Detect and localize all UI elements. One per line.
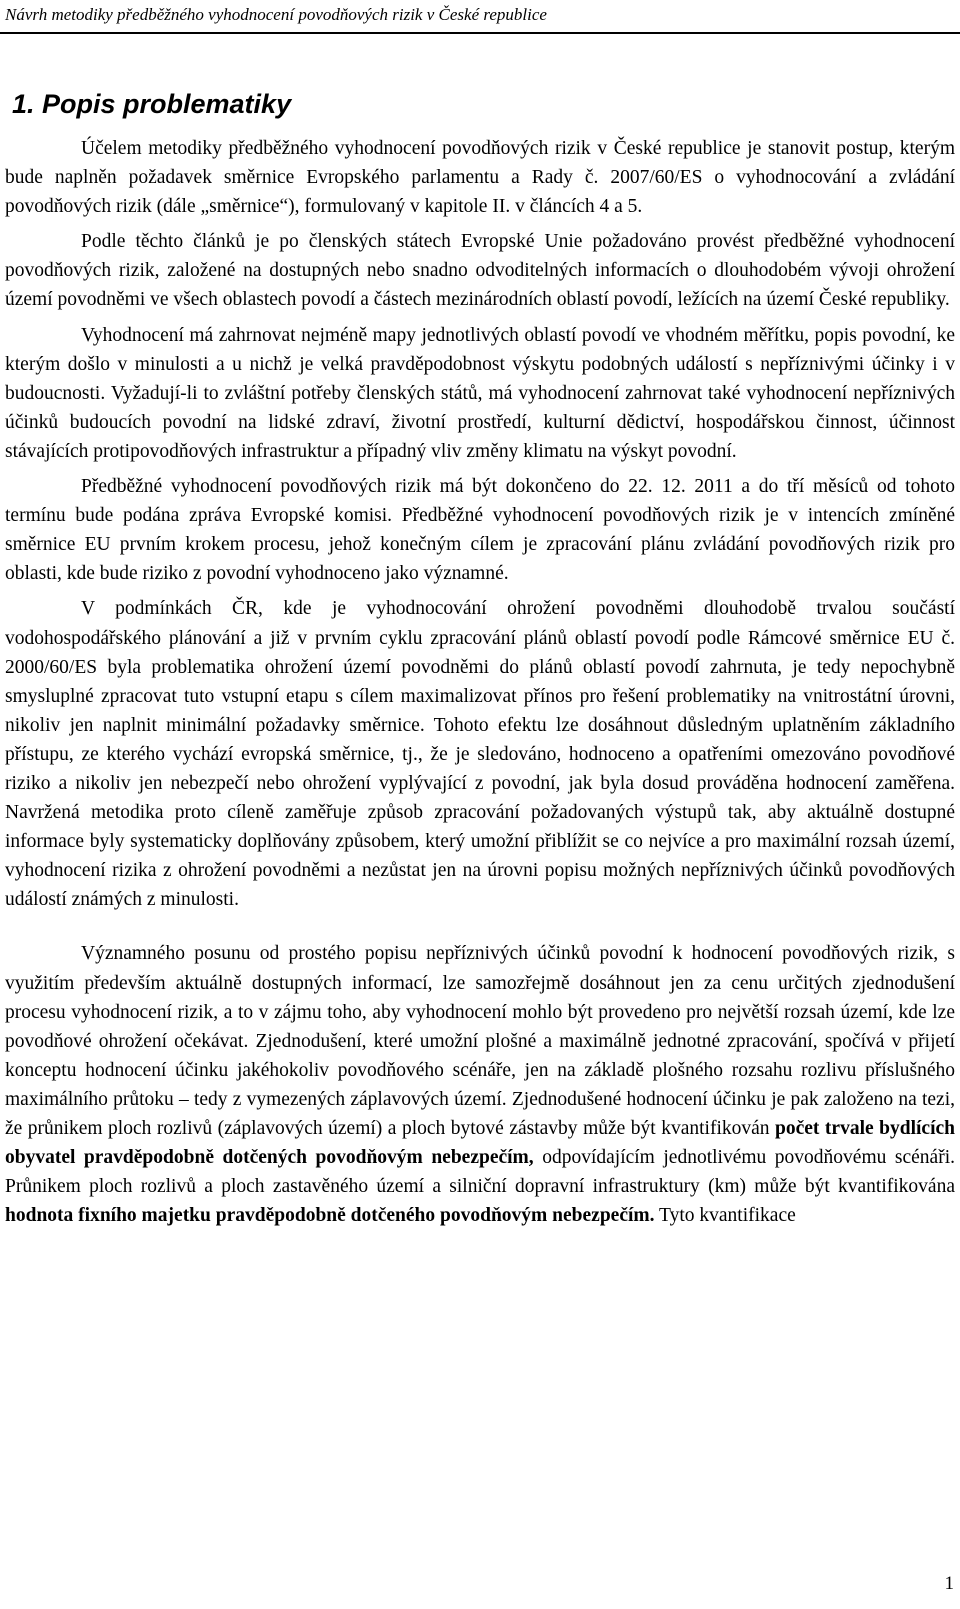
running-header: Návrh metodiky předběžného vyhodnocení povodňových rizik v České republice xyxy=(5,5,547,24)
paragraph-4: Předběžné vyhodnocení povodňových rizik má být dokončeno do 22. 12. 2011 a do tří měsíců od tohoto termínu bude podána zpráva Evropské komisi. Předběžné vyhodnocení povodňových rizik je v intencích zmíněné směrnice EU prvním krokem procesu, jehož konečným cílem je zpracování plánu zvládání povodňových rizik pro oblasti, kde bude riziko z povodní vyhodnoceno jako významné. xyxy=(5,476,955,585)
paragraph-6-text-b: odpovídajícím jednotlivému povodňovému scénáři. Průnikem ploch rozlivů a ploch zastavěného území a silniční dopravní infrastruktury (km) může být kvantifikována xyxy=(5,1147,955,1198)
header-rule xyxy=(0,32,960,34)
paragraph-6-bold-b: hodnota fixního majetku pravděpodobně dotčeného povodňovým nebezpečím. xyxy=(5,1205,655,1227)
paragraph-5: V podmínkách ČR, kde je vyhodnocování ohrožení povodněmi dlouhodobě trvalou součástí vodohospodářského plánování a již v prvním cyklu zpracování plánů oblastí povodí podle Rámcové směrnice EU č. 2000/60/ES byla problematika ohrožení území povodněmi do plánů oblastí povodí zahrnuta, je tedy nepochybně smysluplné zpracovat tuto vstupní etapu s cílem maximalizovat přínos pro řešení problematiky na vnitrostátní úrovni, nikoliv jen naplnit minimální požadavky směrnice. Tohoto efektu lze dosáhnout důsledným uplatněním základního přístupu, ze kterého vychází evropská směrnice, tj., že je sledováno, hodnoceno a opatřeními omezováno povodňové riziko a nikoliv jen nebezpečí nebo ohrožení vyplývající z povodní, jak byla dosud prováděna hodnocení zaměřena. Navržená metodika proto cíleně zaměřuje způsob zpracování požadovaných výstupů tak, aby aktuálně dostupné informace byly systematicky doplňovány způsobem, který umožní přiblížit se co nejvíce a pro maximální rozsah území, vyhodnocení rizika z ohrožení povodněmi a nezůstat jen na úrovni popisu možných nepříznivých účinků povodňových událostí známých z minulosti. xyxy=(5,598,955,911)
paragraph-6-text-a: Významného posunu od prostého popisu nepříznivých účinků povodní k hodnocení povodňových rizik, s využitím především aktuálně dostupných informací, lze samozřejmě dosáhnout jen za cenu určitých zjednodušení procesu vyhodnocení rizik, a to v zájmu toho, aby vyhodnocení mohlo být provedeno pro největší rozsah území, kde lze povodňové ohrožení očekávat. Zjednodušení, které umožní plošné a maximálně jednotné zpracování, spočívá v přijetí konceptu hodnocení účinku jakéhokoliv povodňového scénáře, jen na základě plošného rozsahu rozlivu příslušného maximálního průtoku – tedy z vymezených záplavových území. Zjednodušené hodnocení účinku je pak založeno na tezi, že průnikem ploch rozlivů (záplavových území) a ploch bytové zástavby může být kvantifikován xyxy=(5,943,955,1139)
paragraph-6 xyxy=(5,939,955,1230)
section-heading: 1. Popis problematiky xyxy=(12,89,292,119)
paragraph-1: Účelem metodiky předběžného vyhodnocení povodňových rizik v České republice je stanovit postup, kterým bude naplněn požadavek směrnice Evropského parlamentu a Rady č. 2007/60/ES o vyhodnocování a zvládání povodňových rizik (dále „směrnice“), formulovaný v kapitole II. v článcích 4 a 5. xyxy=(5,138,955,218)
page-number: 1 xyxy=(944,1573,954,1594)
body-text xyxy=(5,134,955,1230)
paragraph-2: Podle těchto článků je po členských státech Evropské Unie požadováno provést předběžné vyhodnocení povodňových rizik, založené na dostupných nebo snadno odvoditelných informacích o dlouhodobém vývoji ohrožení území povodněmi ve všech oblastech povodí a částech mezinárodních oblastí povodí, ležících na území České republiky. xyxy=(5,231,955,311)
paragraph-6-text-c: Tyto kvantifikace xyxy=(654,1205,796,1227)
paragraph-3: Vyhodnocení má zahrnovat nejméně mapy jednotlivých oblastí povodí ve vhodném měřítku, popis povodní, ke kterým došlo v minulosti a u nichž je velká pravděpodobnost výskytu podobných událostí s nepříznivými účinky i v budoucnosti. Vyžadují-li to zvláštní potřeby členských států, má vyhodnocení zahrnovat také vyhodnocení nepříznivých účinků budoucích povodní na lidské zdraví, životní prostředí, kulturní dědictví, hospodářskou činnost, účinnost stávajících protipovodňových infrastruktur a případný vliv změny klimatu na výskyt povodní. xyxy=(5,324,955,462)
paragraph-6-bold-a: počet trvale bydlících obyvatel pravděpodobně dotčených povodňovým nebezpečím, xyxy=(5,1118,956,1169)
